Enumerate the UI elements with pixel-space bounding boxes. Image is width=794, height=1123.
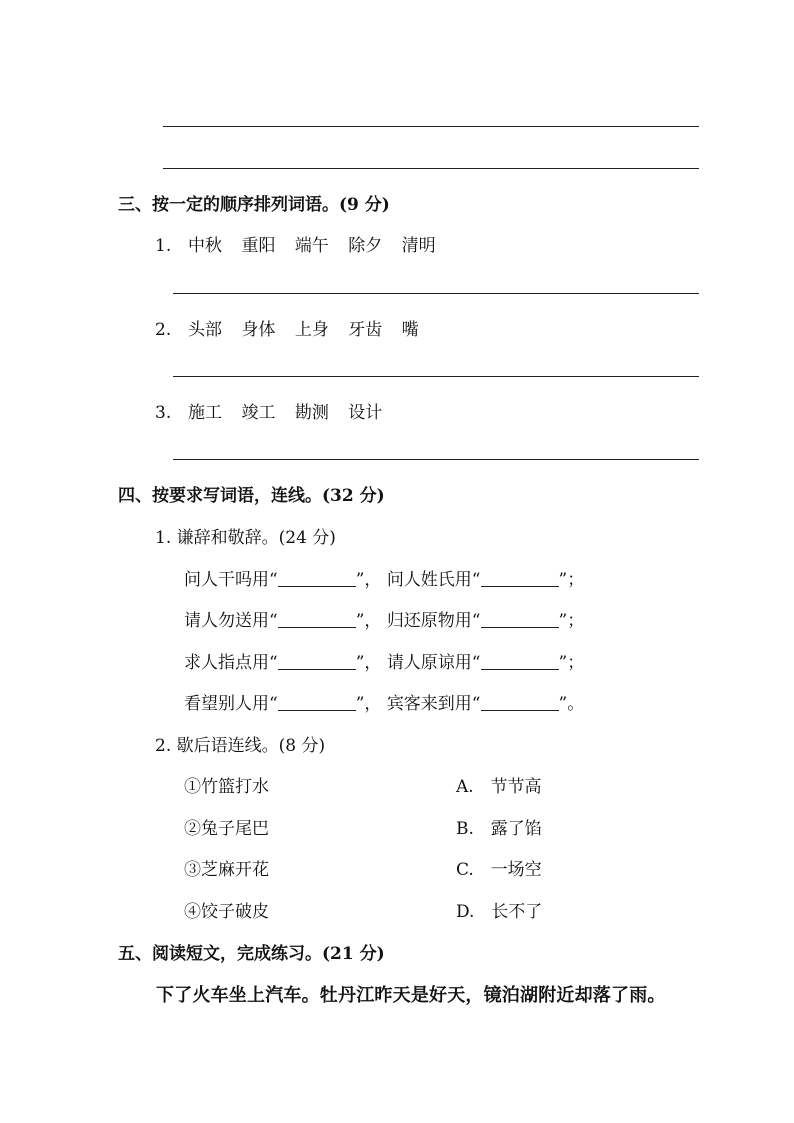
punctuation: ”， <box>355 653 382 673</box>
option-text: 露了馅 <box>490 819 542 839</box>
answer-line[interactable] <box>163 126 699 127</box>
prompt-text: 问人干吗用“ <box>184 570 278 590</box>
word: 端午 <box>294 236 329 256</box>
word: 除夕 <box>348 236 383 256</box>
fill-blank[interactable] <box>278 611 356 628</box>
matching-left-item[interactable]: ④饺子破皮 <box>184 902 269 922</box>
option-letter: C. <box>456 860 474 880</box>
word: 上身 <box>294 320 329 340</box>
fill-blank[interactable] <box>278 694 356 711</box>
prompt-text: 归还原物用“ <box>386 611 481 631</box>
prompt-text: 宾客来到用“ <box>386 694 481 714</box>
option-letter: D. <box>456 902 475 922</box>
word: 中秋 <box>188 236 223 256</box>
matching-right-item[interactable] <box>456 897 542 922</box>
answer-line[interactable] <box>173 293 699 294</box>
prompt-text: 看望别人用“ <box>184 694 278 714</box>
fill-row <box>184 689 584 714</box>
matching-left-item[interactable]: ①竹篮打水 <box>184 777 269 797</box>
prompt-text: 请人原谅用“ <box>386 653 481 673</box>
word: 头部 <box>188 320 223 340</box>
matching-left-item[interactable]: ②兔子尾巴 <box>184 819 269 839</box>
fill-blank[interactable] <box>278 570 356 587</box>
prompt-text: 请人勿送用“ <box>184 611 278 631</box>
prompt-text: 问人姓氏用“ <box>386 570 481 590</box>
matching-right-item[interactable] <box>456 814 542 839</box>
option-letter: A. <box>456 777 474 797</box>
question-4-1-title: 1. 谦辞和敬辞。(24 分) <box>155 528 336 548</box>
punctuation: ”； <box>558 570 585 590</box>
option-text: 一场空 <box>490 860 542 880</box>
punctuation: ”， <box>355 570 382 590</box>
fill-row <box>184 565 584 590</box>
word: 身体 <box>241 320 276 340</box>
word: 牙齿 <box>348 320 383 340</box>
fill-blank[interactable] <box>481 653 559 670</box>
matching-right-item[interactable] <box>456 855 542 880</box>
punctuation: ”， <box>355 694 382 714</box>
punctuation: ”； <box>558 653 585 673</box>
word: 竣工 <box>241 403 276 423</box>
question-4-2-title: 2. 歇后语连线。(8 分) <box>155 736 326 756</box>
prompt-text: 求人指点用“ <box>184 653 278 673</box>
matching-left-item[interactable]: ③芝麻开花 <box>184 860 269 880</box>
option-text: 长不了 <box>491 902 543 922</box>
option-text: 节节高 <box>490 777 542 797</box>
section-5-title: 五、阅读短文，完成练习。(21 分) <box>118 944 385 964</box>
answer-line[interactable] <box>163 168 699 169</box>
fill-row <box>184 648 584 673</box>
word: 清明 <box>401 236 436 256</box>
punctuation: ”。 <box>558 694 585 714</box>
question-3-1 <box>155 231 436 256</box>
question-number: 2. <box>155 320 172 340</box>
question-3-2 <box>155 315 419 340</box>
word: 设计 <box>348 403 383 423</box>
fill-blank[interactable] <box>481 694 559 711</box>
question-3-3 <box>155 398 382 423</box>
question-number: 3. <box>155 403 172 423</box>
word: 嘴 <box>401 320 419 340</box>
option-letter: B. <box>456 819 474 839</box>
fill-blank[interactable] <box>278 653 356 670</box>
word: 勘测 <box>294 403 329 423</box>
fill-blank[interactable] <box>481 611 559 628</box>
word: 重阳 <box>241 236 276 256</box>
punctuation: ”， <box>355 611 382 631</box>
punctuation: ”； <box>558 611 585 631</box>
matching-right-item[interactable] <box>456 772 542 797</box>
section-4-title: 四、按要求写词语，连线。(32 分) <box>118 486 385 506</box>
reading-passage: 下了火车坐上汽车。牡丹江昨天是好天，镜泊湖附近却落了雨。 <box>156 985 666 1006</box>
question-number: 1. <box>155 236 172 256</box>
answer-line[interactable] <box>173 376 699 377</box>
word: 施工 <box>188 403 223 423</box>
fill-blank[interactable] <box>481 570 559 587</box>
fill-row <box>184 606 584 631</box>
section-3-title: 三、按一定的顺序排列词语。(9 分) <box>118 195 390 215</box>
answer-line[interactable] <box>173 459 699 460</box>
